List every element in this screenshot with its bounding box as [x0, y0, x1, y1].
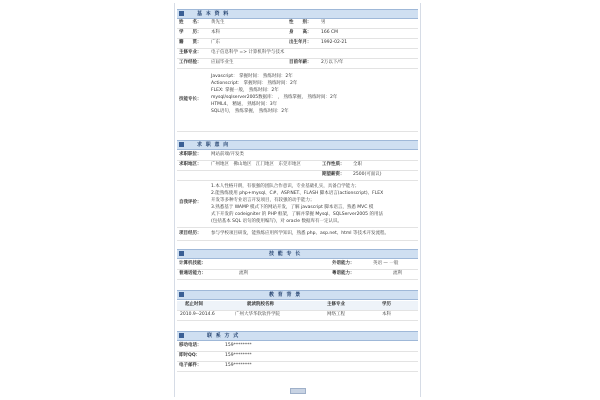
job-value: 网站前端/开发类 [211, 152, 245, 157]
table-row [177, 311, 418, 321]
major-value: 电子信息科学 => 计算机科学与技术 [211, 50, 285, 55]
tech-item: Javascript： 掌握时间： 熟练时间：2年 [211, 74, 293, 79]
resume-sheet [174, 3, 421, 397]
major-label: 主修专业： [179, 50, 202, 55]
section-header-edu [177, 290, 418, 300]
section-title: 联 系 方 式 [207, 333, 240, 339]
eval-line: 开发等多种专业语言开发项目，有较强的动手能力； [211, 198, 315, 203]
tech-item: SQL语句， 熟练掌握， 熟练时间：2年 [211, 109, 289, 114]
row-hometown [177, 39, 418, 49]
height-label: 身 高： [289, 30, 312, 35]
row-project [177, 228, 418, 241]
foreign-value: 英语 — 一般 [373, 261, 399, 266]
expected-salary-value: 2500(可面议) [353, 172, 382, 177]
tech-item: Actionscript： 掌握时间： 熟练时间：2年 [211, 81, 298, 86]
edu-col-major: 主修专业 [327, 302, 345, 307]
gender-label: 性 别： [289, 20, 312, 25]
row-area [177, 161, 418, 171]
edu-col-school: 就读院校名称 [247, 302, 274, 307]
area-value: 广州地区 佛山地区 江门地区 东莞市地区 [211, 162, 301, 167]
section-title: 教 育 背 景 [269, 292, 302, 298]
email-value: 159******** [225, 363, 252, 368]
hometown-value: 广东 [211, 40, 220, 45]
row-language [177, 270, 418, 280]
section-header-contact [177, 331, 418, 341]
edu-period: 2010.9--2014.6 [180, 312, 215, 317]
row-expected-salary [177, 171, 418, 181]
section-header-skills [177, 249, 418, 259]
gender-value: 男 [321, 20, 326, 25]
eval-label: 自我评价： [179, 200, 202, 205]
section-header-basic [177, 9, 418, 19]
row-job [177, 151, 418, 161]
hometown-label: 籍 贯： [179, 40, 202, 45]
row-computer-skill [177, 260, 418, 270]
eval-list [211, 183, 383, 225]
email-label: 电子邮件： [179, 363, 202, 368]
edu-major: 网络工程 [327, 312, 345, 317]
section-marker-icon [179, 11, 184, 16]
type-value: 全职 [353, 162, 362, 167]
area-label: 求职地区： [179, 162, 202, 167]
name-value: 黄先生 [211, 20, 225, 25]
qq-label: 即时QQ： [179, 353, 201, 358]
eval-line: 式下开发的 codeigniter 的 PHP 框架，了解并掌握 Mysql、SQLServer2005 的用法 [211, 212, 383, 217]
degree-label: 学 历： [179, 30, 202, 35]
birth-label: 出生年月： [289, 40, 312, 45]
row-status [177, 59, 418, 69]
section-marker-icon [179, 142, 184, 147]
mandarin-label: 普通话能力： [179, 271, 206, 276]
height-value: 166 CM [321, 30, 339, 35]
section-title: 求 职 意 向 [197, 142, 230, 148]
edu-degree: 本科 [382, 312, 391, 317]
status-label: 工作经验： [179, 60, 202, 65]
row-self-eval [177, 181, 418, 228]
section-marker-icon [179, 333, 184, 338]
row-degree [177, 29, 418, 39]
project-value: 参与学校项目研发，能熟练应用所学知识，熟悉 php、asp.net、html 等技术开发流程。 [211, 231, 389, 236]
cantonese-label: 粤语能力： [332, 271, 355, 276]
section-marker-icon [179, 251, 184, 256]
cantonese-value: 流利 [393, 271, 402, 276]
name-label: 姓 名： [179, 20, 202, 25]
eval-line: 2.能熟练使用 php+mysql、C#、ASP.NET、FLASH 脚本语言(actionscript)、FLEX [211, 191, 384, 196]
row-qq [177, 352, 418, 362]
expected-salary-label: 期望薪资： [322, 172, 345, 177]
edu-col-period: 起止时间 [185, 302, 203, 307]
foreign-label: 外语能力： [332, 261, 355, 266]
salary-value: 2万以下/年 [321, 60, 344, 65]
tech-list [211, 73, 337, 115]
tech-item: FLEX: 掌握一般， 熟练时间：2年 [211, 88, 279, 93]
degree-value: 本科 [211, 30, 220, 35]
job-label: 求职职位： [179, 152, 202, 157]
tech-item: HTML4、 精通， 熟练时间：3年 [211, 102, 278, 107]
section-title: 基 本 资 料 [197, 11, 230, 17]
row-name [177, 19, 418, 29]
row-phone [177, 342, 418, 352]
row-email [177, 362, 418, 372]
section-header-intent [177, 140, 418, 150]
type-label: 工作性质： [322, 162, 345, 167]
salary-label: 目前年薪： [289, 60, 312, 65]
edu-table-header [177, 301, 418, 311]
section-marker-icon [179, 292, 184, 297]
eval-line: 3.熟悉基于 WAMP 模式下的网站开发，了解 javascript 脚本语言，熟悉 MVC 模 [211, 205, 374, 210]
section-title: 技 能 专 长 [269, 251, 302, 257]
computer-label: 计算机技能： [179, 261, 206, 266]
edu-col-degree: 学历 [382, 302, 391, 307]
phone-label: 移动电话： [179, 343, 202, 348]
row-major [177, 49, 418, 59]
tech-item: mysql/sqlserver2005数据库： ， 熟练掌握， 熟练时间：2年 [211, 95, 338, 100]
tech-label: 技能专长： [179, 97, 202, 102]
project-label: 项目经历： [179, 231, 202, 236]
eval-line: 1.本人性格开朗，有很强的团队合作意识，专业基础扎实，具备自学能力； [211, 184, 360, 189]
birth-value: 1992-02-21 [321, 40, 348, 45]
status-value: 应届毕业生 [211, 60, 234, 65]
edu-school: 广州大华华软软件学院 [235, 312, 280, 317]
eval-line: (包括基本 SQL 语句的使用编写)，对 oracle 数据库有一定认识。 [211, 219, 342, 224]
page-indicator[interactable] [290, 388, 306, 394]
qq-value: 159******** [225, 353, 252, 358]
phone-value: 159******** [225, 343, 252, 348]
row-tech [177, 69, 418, 132]
mandarin-value: 流利 [239, 271, 248, 276]
